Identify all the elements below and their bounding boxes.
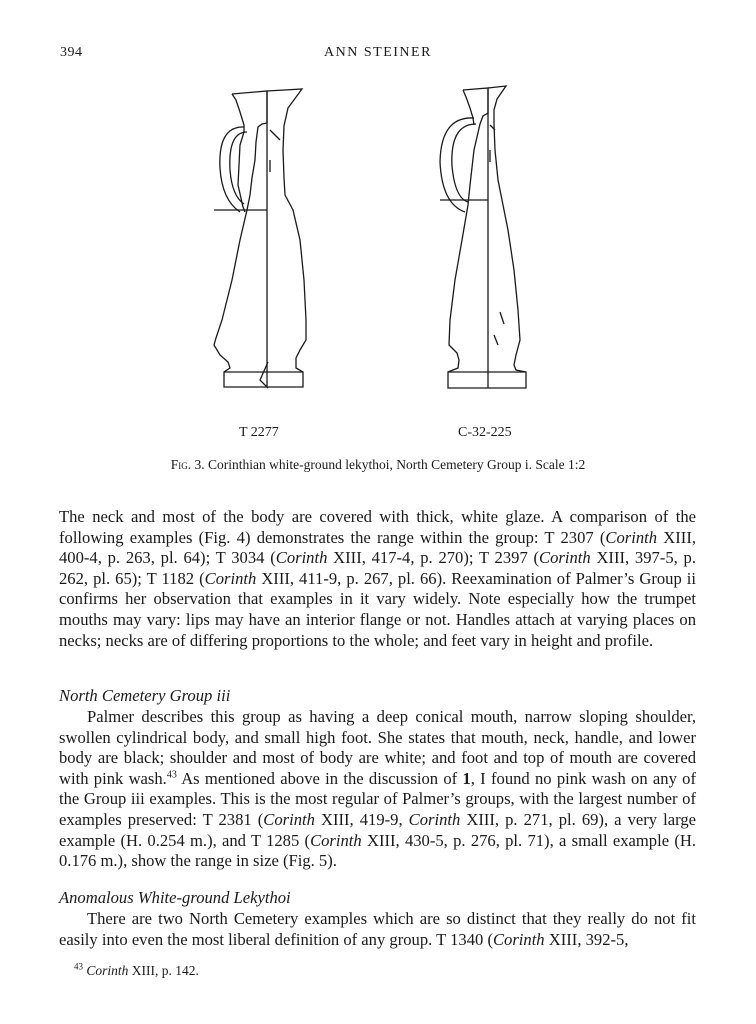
footnote-number: 43 xyxy=(74,961,83,972)
page-number: 394 xyxy=(60,45,83,60)
vase-c32225-drawing xyxy=(440,86,526,388)
footnote-43: $^{43}$ Corinth XIII, p. 142. xyxy=(74,961,199,978)
figure-caption-prefix: Fig. xyxy=(170,457,192,472)
vase-t2277-drawing xyxy=(214,89,306,388)
paragraph-group-iii: Palmer describes this group as having a deep conical mouth, narrow sloping shoulder, swollen cylindrical body, and small high foot. She states that mouth, neck, handle, and lower body are black; shoulder and most of body are white; and foot and top of mouth are covered with pink wash.$^{43}$ As mentioned above in the discussion of 1, I found no pink wash on any of the Group iii examples. This is the most regular of Palmer’s groups, with the largest number of examples preserved: T 2381 (Corinth XIII, 419-9, Corinth XIII, p. 271, pl. 69), a very large example (H. 0.254 m.), and T 1285 (Corinth XIII, 430-5, p. 276, pl. 71), a small example (H. 0.176 m.), show the range in size (Fig. 5). xyxy=(59,707,696,871)
figure-caption-text: 3. Corinthian white-ground lekythoi, North Cemetery Group i. Scale 1:2 xyxy=(191,457,586,472)
footnote-ref[interactable]: 43 xyxy=(166,769,177,781)
figure-label-t2277: T 2277 xyxy=(239,425,279,440)
section-heading-anomalous: Anomalous White-ground Lekythoi xyxy=(59,888,291,907)
running-title: ANN STEINER xyxy=(324,45,432,60)
figure-label-c32225: C-32-225 xyxy=(458,425,512,440)
paragraph-anomalous: There are two North Cemetery examples which are so distinct that they really do not fit easily into even the most liberal definition of any group. T 1340 (Corinth XIII, 392-5, xyxy=(59,909,696,949)
figure-caption xyxy=(0,457,756,473)
section-heading-group-iii: North Cemetery Group iii xyxy=(59,686,231,705)
lekythoi-figure xyxy=(0,70,756,470)
paragraph-group-ii: The neck and most of the body are covered with thick, white glaze. A comparison of the following examples (Fig. 4) demonstrates the range within the group: T 2307 (Corinth XIII, 400-4, p. 263, pl. 64); T 3034 (Corinth XIII, 417-4, p. 270); T 2397 (Corinth XIII, 397-5, p. 262, pl. 65); T 1182 (Corinth XIII, 411-9, p. 267, pl. 66). Reexamination of Palmer’s Group ii confirms her observation that examples in it vary widely. Note especially how the trumpet mouths may vary: lips may have an interior flange or not. Handles attach at varying places on necks; necks are of differing proportions to the whole; and feet vary in height and profile. xyxy=(59,507,697,650)
